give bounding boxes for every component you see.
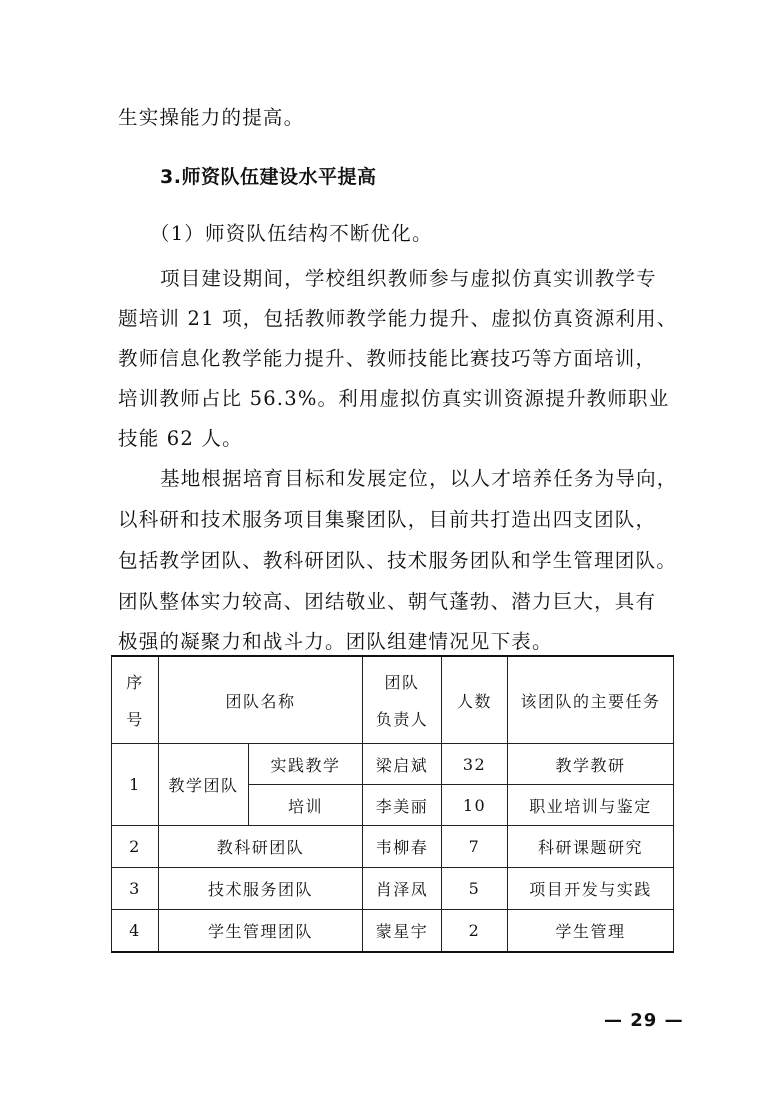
cell-task: 学生管理 (508, 910, 674, 953)
paragraph-line: 培训教师占比 56.3%。利用虚拟仿真实训资源提升教师职业 (118, 387, 670, 410)
cell-seq: 3 (112, 868, 159, 910)
cell-seq: 2 (112, 826, 159, 868)
paragraph-line: 教师信息化教学能力提升、教师技能比赛技巧等方面培训， (118, 347, 657, 370)
paragraph-line: 包括教学团队、教科研团队、技术服务团队和学生管理团队。 (118, 549, 677, 572)
header-leader-top: 团队 (384, 673, 420, 692)
header-seq-top: 序 (126, 673, 144, 692)
paragraph-line: 题培训 21 项，包括教师教学能力提升、虚拟仿真资源利用、 (118, 307, 678, 330)
header-seq (112, 656, 159, 744)
header-leader (363, 656, 442, 744)
cell-count: 7 (442, 826, 508, 868)
paragraph-line: 团队整体实力较高、团结敬业、朝气蓬勃、潜力巨大，具有 (118, 590, 657, 613)
header-task: 该团队的主要任务 (508, 656, 674, 744)
header-leader-bottom: 负责人 (375, 710, 429, 729)
cell-subteam: 实践教学 (249, 744, 363, 785)
cell-task: 科研课题研究 (508, 826, 674, 868)
cell-count: 2 (442, 910, 508, 953)
header-seq-bottom: 号 (126, 710, 144, 729)
page-number: — 29 — (604, 1010, 684, 1031)
header-team-name: 团队名称 (159, 656, 363, 744)
table-row (112, 868, 674, 910)
paragraph-line: 项目建设期间，学校组织教师参与虚拟仿真实训教学专 (160, 267, 657, 290)
paragraph-line: 极强的凝聚力和战斗力。团队组建情况见下表。 (118, 630, 553, 653)
cell-leader: 梁启斌 (363, 744, 442, 785)
cell-task: 教学教研 (508, 744, 674, 785)
table-row (112, 744, 674, 785)
cell-count: 32 (442, 744, 508, 785)
paragraph-line: 以科研和技术服务项目集聚团队，目前共打造出四支团队， (118, 508, 657, 531)
cell-leader: 肖泽凤 (363, 868, 442, 910)
cell-leader: 韦柳春 (363, 826, 442, 868)
cell-count: 10 (442, 785, 508, 826)
section-heading: 3.师资队伍建设水平提高 (160, 166, 377, 188)
table-row (112, 826, 674, 868)
cell-team: 学生管理团队 (159, 910, 363, 953)
cell-count: 5 (442, 868, 508, 910)
table-row (112, 910, 674, 953)
team-table (111, 655, 674, 953)
cell-subteam: 培训 (249, 785, 363, 826)
paragraph-line: 基地根据培育目标和发展定位，以人才培养任务为导向， (160, 467, 678, 490)
cell-task: 职业培训与鉴定 (508, 785, 674, 826)
cell-task: 项目开发与实践 (508, 868, 674, 910)
subheading: （1）师资队伍结构不断优化。 (150, 222, 433, 245)
cell-team: 技术服务团队 (159, 868, 363, 910)
table-header-row (112, 656, 674, 744)
paragraph-line: 技能 62 人。 (118, 427, 243, 450)
cell-seq: 1 (112, 744, 159, 826)
paragraph-line: 生实操能力的提高。 (118, 106, 305, 129)
cell-team: 教学团队 (159, 744, 249, 826)
cell-leader: 李美丽 (363, 785, 442, 826)
cell-team: 教科研团队 (159, 826, 363, 868)
header-count: 人数 (442, 656, 508, 744)
cell-leader: 蒙星宇 (363, 910, 442, 953)
cell-seq: 4 (112, 910, 159, 953)
